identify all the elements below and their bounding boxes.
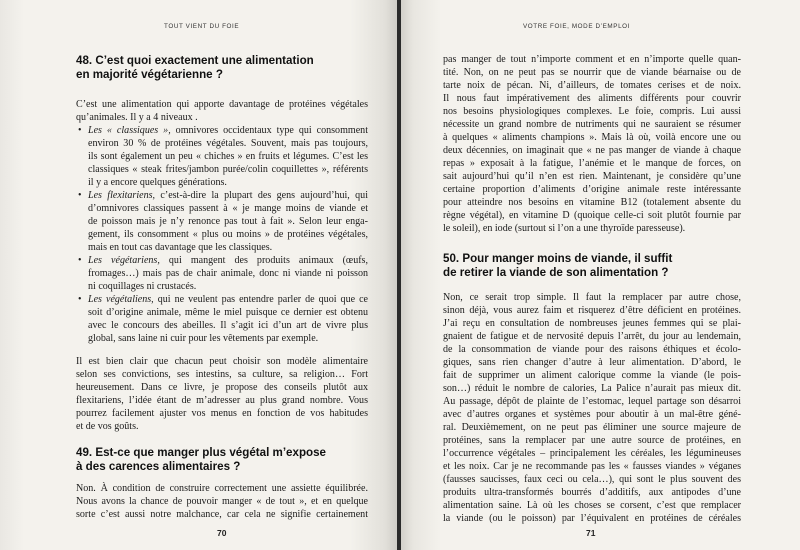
text-line: ni coquillages ni crustacés. <box>88 281 197 292</box>
text-line: fait de supprimer un aliment calorique comme la viande (le pois- <box>443 370 741 381</box>
text-line: sorte c’est aussi notre malchance, car cela ne signifie certainement <box>76 509 368 520</box>
text-line: avec d’autres organes et systèmes pour aboutir à un mal-être géné- <box>443 409 741 420</box>
text-line: protéines, sans la remplacer par une autre source de protéines, en <box>443 435 741 446</box>
text-line: J’ai reçu en consultation de nombreuses jeunes femmes qui se plai- <box>443 318 741 329</box>
text-line: soit d’origine animale, même le miel puisque ce dernier est obtenu <box>88 307 368 318</box>
question-49-heading <box>76 446 326 474</box>
text-line: nos besoins physiologiques complexes. Le foie, compris. Lui aussi <box>443 106 741 117</box>
bullet-marker: • <box>78 255 82 266</box>
text-line: gnaient de fatigue et de nervosité depuis l’arrêt, du jour au lendemain, <box>443 331 741 342</box>
text-line: et de vos goûts. <box>76 421 139 432</box>
text-line: et les noix. Car je ne recommande pas les « fausses viandes » véganes <box>443 461 741 472</box>
text-line: de poisson mais je n’y renonce pas tout à fait ». Selon leur enga- <box>88 216 368 227</box>
text-line: son…) réduit le nombre de calories, La Palice n’aurait pas mieux dit. <box>443 383 741 394</box>
text-line: classiques « steak frites/jambon purée/colin coquillettes », référents <box>88 164 368 175</box>
text-line: selon ses convictions, ses intestins, sa culture, sa religion… Fort <box>76 369 368 380</box>
text-line: sait aujourd’hui qu’il n’en est rien. Maintenant, je considère qu’une <box>443 171 741 182</box>
bullet-marker: • <box>78 294 82 305</box>
text-line: nécessite un grand nombre de nutriments qui ne sauraient se résumer <box>443 119 741 130</box>
text-line: produits ultra-transformés bourrés d’additifs, aux antipodes d’une <box>443 487 741 498</box>
heading-line: 48. C’est quoi exactement une alimentation <box>76 54 314 67</box>
text-line: Il nous faut impérativement des aliments différents pour couvrir <box>443 93 741 104</box>
text-line: la viande (ou le poisson) par l’équivalent en protéines de céréales <box>443 513 741 524</box>
text-line: omnivores occidentaux type qui consomment <box>170 125 368 136</box>
bullet-term: Les flexitariens, <box>88 190 156 201</box>
bullet-term: Les végétaliens, <box>88 294 154 305</box>
running-head-left: TOUT VIENT DU FOIE <box>164 23 240 30</box>
running-head-right: VOTRE FOIE, MODE D’EMPLOI <box>523 23 631 30</box>
text-line: l’occurrence végétales – principalement les céréales, les légumineuses <box>443 448 741 459</box>
heading-line: de retirer la viande de son alimentation ? <box>443 266 669 279</box>
text-line: gement, ils consomment « plus ou moins » de protéines végétales, <box>88 229 368 240</box>
text-line: règne végétal), en vitamine D (quoique celle-ci soit plutôt fournie par <box>443 210 741 221</box>
right-page <box>401 0 800 550</box>
heading-line: en majorité végétarienne ? <box>76 68 223 81</box>
text-line: Non, ce serait trop simple. Il faut la remplacer par autre chose, <box>443 292 741 303</box>
text-line: ral. Deuxièmement, on ne peut pas éliminer une source majeure de <box>443 422 741 433</box>
text-line: qui mangent des produits animaux (œufs, <box>159 255 368 266</box>
text-line: Non. À condition de construire correctement une assiette équilibrée. <box>76 483 368 494</box>
bullet-marker: • <box>78 125 82 136</box>
text-line: d’omnivores classiques passent à « je mange moins de viande et <box>88 203 368 214</box>
text-line: c’est-à-dire la plupart des gens aujourd’hui, qui <box>155 190 368 201</box>
heading-line: à des carences alimentaires ? <box>76 460 241 473</box>
text-line: C’est une alimentation qui apporte davantage de protéines végétales <box>76 99 368 110</box>
text-line: de la consommation de viande pour des raisons éthiques et écolo- <box>443 344 741 355</box>
text-line: le soleil), en iode (surtout si l’on a une thyroïde paresseuse). <box>443 223 686 234</box>
left-page <box>0 0 397 550</box>
text-line: ils sont également un peu « chiches » en fruits et légumes. C’est les <box>88 151 368 162</box>
text-line: il y a encore quelques générations. <box>88 177 227 188</box>
text-line: sinon déjà, vous aurez faim et risquerez d’être déficient en protéines. <box>443 305 741 316</box>
bullet-item-vegetaliens <box>88 293 368 306</box>
text-line: alimentation saine. Là où les choses se corsent, c’est que remplacer <box>443 500 741 511</box>
bullet-item-vegetariens <box>88 254 368 267</box>
text-line: avec le concours des abeilles. Il s’agit ici d’un art de vivre plus <box>88 320 368 331</box>
text-line: Nous avons la chance de pouvoir manger « de tout », et en quelque <box>76 496 368 507</box>
text-line: deux décennies, on imaginait que « ne pas manger de viande à chaque <box>443 145 741 156</box>
text-line: tité. Non, on ne peut pas se nourrir que de viande béarnaise ou de <box>443 67 741 78</box>
text-line: tarte noix de pécan. Ni, d’ailleurs, de tomates cerises et de noix. <box>443 80 741 91</box>
text-line: repas » exposait à la fatigue, l’anémie et le manque de forces, on <box>443 158 741 169</box>
bullet-item-flexitariens <box>88 189 368 202</box>
text-line: Au passage, dépôt de plainte de l’estomac, lequel partage son désarroi <box>443 396 741 407</box>
text-line: flexitariens, l’idée étant de m’adresser au plus grand nombre. Vous <box>76 395 368 406</box>
text-line: global, sans laine ni cuir pour les vêtements par exemple. <box>88 333 319 344</box>
text-line: qu’animales. Il y a 4 niveaux . <box>76 112 198 123</box>
bullet-marker: • <box>78 190 82 201</box>
page-number-left: 70 <box>217 528 227 538</box>
text-line: (fausses saucisses, faux ceci ou cela…), qui sont le plus souvent des <box>443 474 741 485</box>
text-line: giques, sans rien changer d’autre à leur alimentation. D’abord, le <box>443 357 741 368</box>
question-50-heading <box>443 252 672 280</box>
page-number-right: 71 <box>586 528 596 538</box>
bullet-item-classiques <box>88 124 368 137</box>
text-line: heureusement. Dans ce livre, je propose des conseils plutôt aux <box>76 382 368 393</box>
text-line: pour atteindre nos besoins en vitamine B12 (totalement absente du <box>443 197 741 208</box>
text-line: mais en tout cas davantage que les classiques. <box>88 242 273 253</box>
bullet-term: Les végétariens, <box>88 255 160 266</box>
text-line: pourrez facilement ajuster vos menus en fonction de vos habitudes <box>76 408 368 419</box>
heading-line: 50. Pour manger moins de viande, il suffit <box>443 252 673 265</box>
question-48-heading <box>76 54 314 82</box>
text-line: pas manger de tout n’importe comment et en n’importe quelle quan- <box>443 54 741 65</box>
text-line: qui ne veulent pas entendre parler de quoi que ce <box>153 294 368 305</box>
text-line: fromages…) mais pas de chair animale, donc ni viande ni poisson <box>88 268 368 279</box>
text-line: Il est bien clair que chacun peut choisir son modèle alimentaire <box>76 356 368 367</box>
text-line: certaine proportion d’aliments d’origine animale reste intéressante <box>443 184 741 195</box>
heading-line: 49. Est-ce que manger plus végétal m’expose <box>76 446 327 459</box>
bullet-term: Les « classiques », <box>88 125 171 136</box>
text-line: à quelques « aliments champions ». Mais là où, voilà encore une ou <box>443 132 741 143</box>
text-line: environ 30 % de protéines végétales. Souvent, mais pas toujours, <box>88 138 368 149</box>
